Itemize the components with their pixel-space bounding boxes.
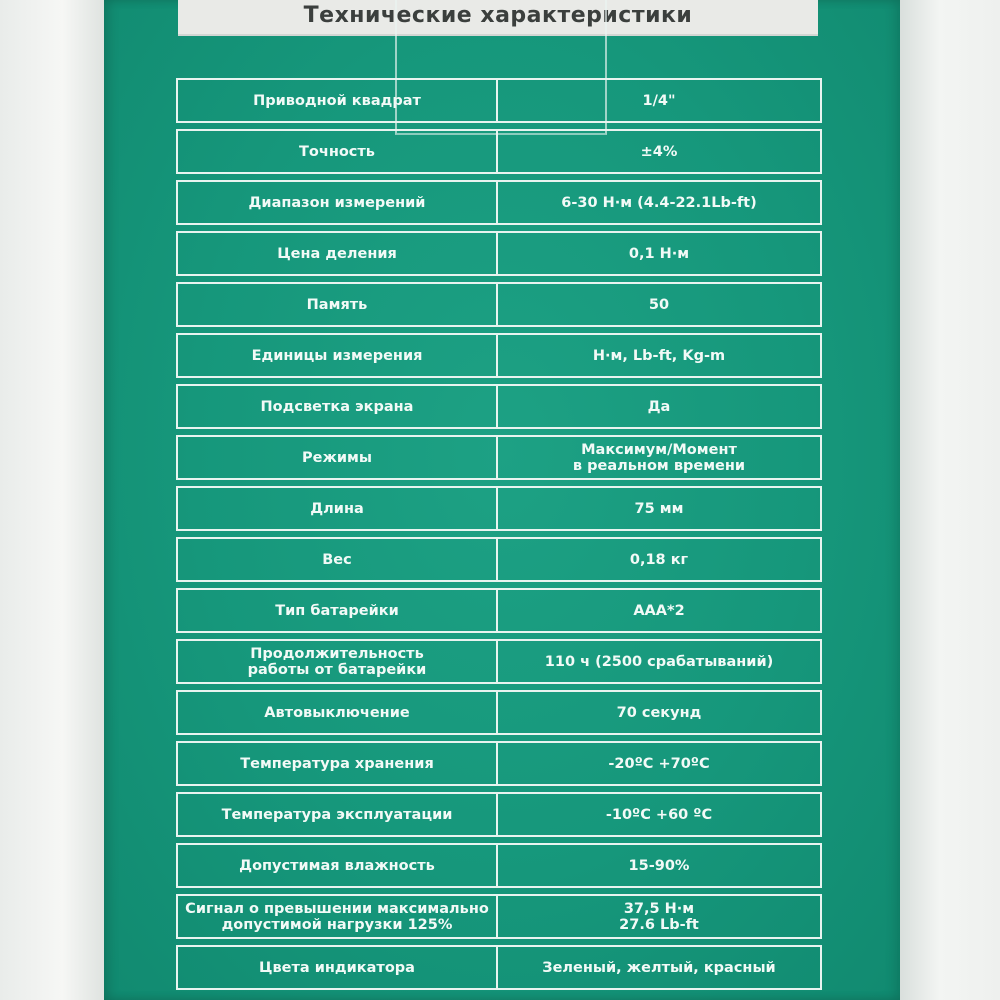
spec-row-length	[176, 486, 822, 531]
spec-row-accuracy	[176, 129, 822, 174]
spec-value: 15-90%	[498, 843, 822, 888]
spec-value: 50	[498, 282, 822, 327]
spec-row-auto-off	[176, 690, 822, 735]
spec-label: Режимы	[176, 435, 498, 480]
spec-label: Сигнал о превышении максимально допустимой нагрузки 125%	[176, 894, 498, 939]
spec-label: Диапазон измерений	[176, 180, 498, 225]
spec-value: 0,1 Н·м	[498, 231, 822, 276]
spec-label: Температура хранения	[176, 741, 498, 786]
spec-label: Память	[176, 282, 498, 327]
spec-label: Цена деления	[176, 231, 498, 276]
spec-label: Вес	[176, 537, 498, 582]
spec-label: Температура эксплуатации	[176, 792, 498, 837]
box-edge-left	[0, 0, 104, 1000]
spec-value: Максимум/Момент в реальном времени	[498, 435, 822, 480]
spec-value: 0,18 кг	[498, 537, 822, 582]
spec-row-range	[176, 180, 822, 225]
spec-value: 1/4"	[498, 78, 822, 123]
spec-row-division	[176, 231, 822, 276]
spec-label: Продолжительность работы от батарейки	[176, 639, 498, 684]
spec-label: Автовыключение	[176, 690, 498, 735]
spec-value: -20ºC +70ºC	[498, 741, 822, 786]
header-bar	[178, 0, 818, 36]
spec-value: 6-30 Н·м (4.4-22.1Lb-ft)	[498, 180, 822, 225]
spec-row-weight	[176, 537, 822, 582]
spec-label: Приводной квадрат	[176, 78, 498, 123]
spec-row-overload-signal	[176, 894, 822, 939]
spec-row-indicator-colors	[176, 945, 822, 990]
spec-label: Тип батарейки	[176, 588, 498, 633]
page-title: Технические характеристики	[303, 2, 693, 28]
spec-row-backlight	[176, 384, 822, 429]
spec-label: Единицы измерения	[176, 333, 498, 378]
spec-row-battery-life	[176, 639, 822, 684]
spec-label: Длина	[176, 486, 498, 531]
spec-label: Подсветка экрана	[176, 384, 498, 429]
spec-value: -10ºC +60 ºC	[498, 792, 822, 837]
spec-table	[176, 78, 822, 996]
spec-value: Да	[498, 384, 822, 429]
spec-value: 70 секунд	[498, 690, 822, 735]
spec-row-drive-square	[176, 78, 822, 123]
spec-row-battery-type	[176, 588, 822, 633]
spec-row-modes	[176, 435, 822, 480]
spec-row-operating-temp	[176, 792, 822, 837]
spec-label: Цвета индикатора	[176, 945, 498, 990]
spec-value: Зеленый, желтый, красный	[498, 945, 822, 990]
spec-row-memory	[176, 282, 822, 327]
spec-label: Допустимая влажность	[176, 843, 498, 888]
spec-row-storage-temp	[176, 741, 822, 786]
spec-value: 75 мм	[498, 486, 822, 531]
spec-value: 37,5 Н·м 27.6 Lb-ft	[498, 894, 822, 939]
spec-value: 110 ч (2500 срабатываний)	[498, 639, 822, 684]
spec-label: Точность	[176, 129, 498, 174]
spec-value: ±4%	[498, 129, 822, 174]
spec-row-units	[176, 333, 822, 378]
box-edge-right	[900, 0, 1000, 1000]
spec-value: Н·м, Lb-ft, Kg-m	[498, 333, 822, 378]
spec-row-humidity	[176, 843, 822, 888]
spec-value: AAA*2	[498, 588, 822, 633]
